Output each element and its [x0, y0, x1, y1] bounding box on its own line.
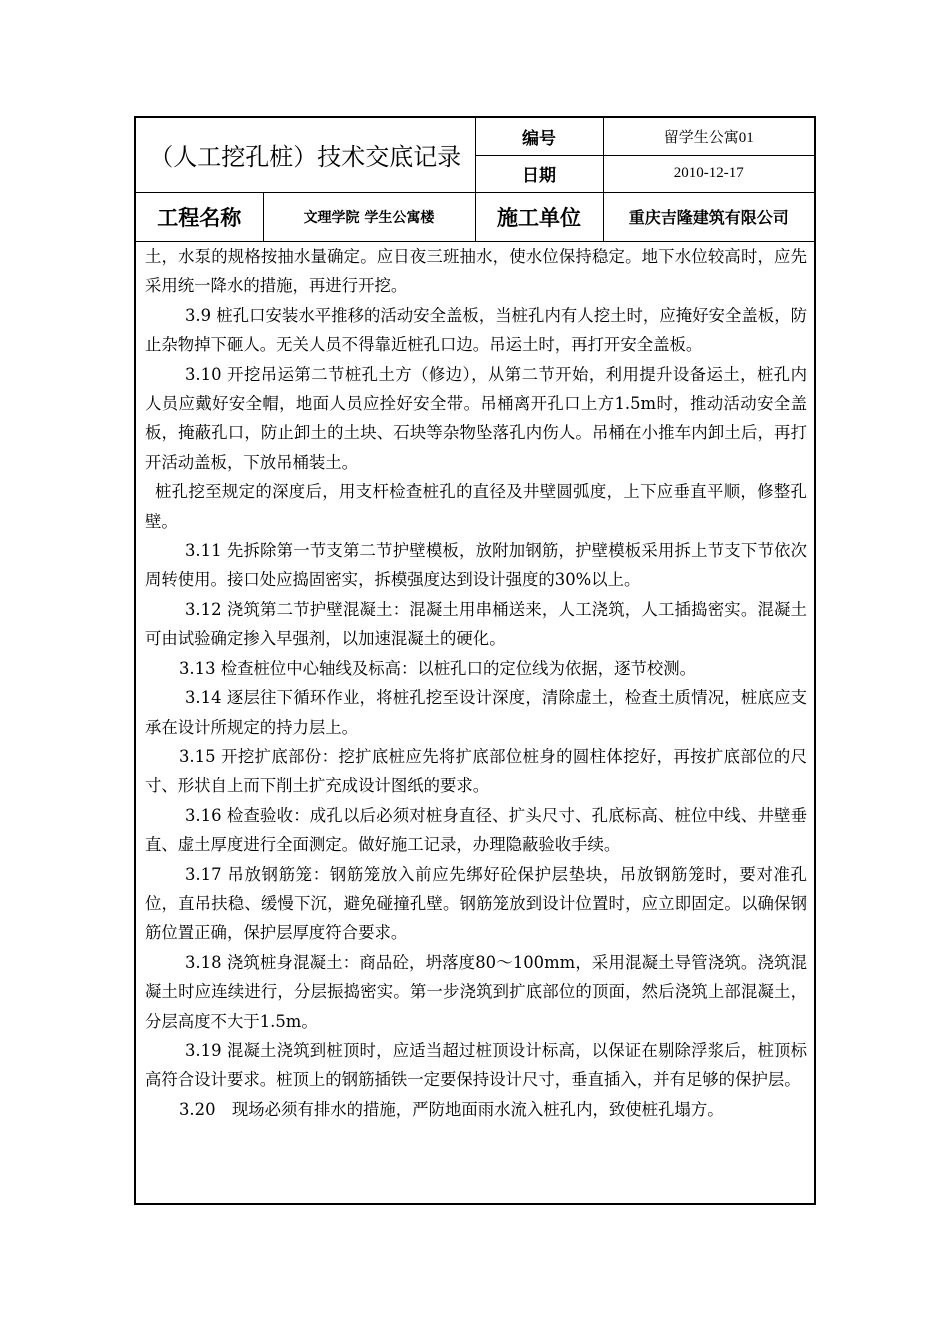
contractor-value: 重庆吉隆建筑有限公司	[603, 192, 814, 241]
paragraph: 3.18 浇筑桩身混凝土：商品砼，坍落度80～100mm，采用混凝土导管浇筑。浇筑混凝土时应连续进行，分层振捣密实。第一步浇筑到扩底部位的顶面，然后浇筑上部混凝土，分层高度不大于1.5m。	[145, 952, 807, 1031]
paragraph: 3.12 浇筑第二节护壁混凝土：混凝土用串桶送来，人工浇筑，人工插捣密实。混凝土可由试验确定掺入早强剂，以加速混凝土的硬化。	[145, 599, 807, 649]
paragraph: 3.19 混凝土浇筑到桩顶时，应适当超过桩顶设计标高，以保证在剔除浮浆后，桩顶标高符合设计要求。桩顶上的钢筋插铁一定要保持设计尺寸，垂直插入，并有足够的保护层。	[145, 1040, 807, 1090]
document-title: （人工挖孔桩）技术交底记录	[136, 118, 475, 192]
document-sheet	[134, 116, 816, 1205]
paragraph: 3.10 开挖吊运第二节桩孔土方（修边），从第二节开始，利用提升设备运土，桩孔内人员应戴好安全帽，地面人员应拴好安全带。吊桶离开孔口上方1.5m时，推动活动安全盖板，掩蔽孔口，防止卸土的土块、石块等杂物坠落孔内伤人。吊桶在小推车内卸土后，再打开活动盖板，下放吊桶装土。	[145, 364, 807, 472]
paragraph: 桩孔挖至规定的深度后，用支杆检查桩孔的直径及井壁圆弧度，上下应垂直平顺，修整孔壁。	[145, 482, 807, 531]
date-value: 2010-12-17	[603, 155, 814, 192]
paragraph: 3.14 逐层往下循环作业，将桩孔挖至设计深度，清除虚土，检查土质情况，桩底应支承在设计所规定的持力层上。	[145, 688, 807, 737]
paragraph: 3.20 现场必须有排水的措施，严防地面雨水流入桩孔内，致使桩孔塌方。	[179, 1099, 724, 1119]
header-table	[136, 118, 814, 242]
date-label: 日期	[475, 155, 603, 192]
paragraph: 3.15 开挖扩底部份：挖扩底桩应先将扩底部位桩身的圆柱体挖好，再按扩底部位的尺寸、形状自上而下削土扩充成设计图纸的要求。	[145, 746, 807, 796]
project-label: 工程名称	[136, 192, 263, 241]
project-value: 文理学院 学生公寓楼	[263, 192, 475, 241]
paragraph: 土，水泵的规格按抽水量确定。应日夜三班抽水，使水位保持稳定。地下水位较高时，应先采用统一降水的措施，再进行开挖。	[145, 247, 807, 296]
contractor-label: 施工单位	[475, 192, 603, 241]
content-body	[145, 242, 807, 1124]
paragraph: 3.13 检查桩位中心轴线及标高：以桩孔口的定位线为依据，逐节校测。	[179, 658, 697, 678]
number-value: 留学生公寓01	[603, 118, 814, 155]
paragraph: 3.11 先拆除第一节支第二节护壁模板，放附加钢筋，护壁模板采用拆上节支下节依次周转使用。接口处应捣固密实，拆模强度达到设计强度的30%以上。	[145, 541, 807, 590]
paragraph: 3.16 检查验收：成孔以后必须对桩身直径、扩头尺寸、孔底标高、桩位中线、井壁垂直、虚土厚度进行全面测定。做好施工记录，办理隐蔽验收手续。	[145, 805, 807, 855]
paragraph: 3.17 吊放钢筋笼：钢筋笼放入前应先绑好砼保护层垫块，吊放钢筋笼时，要对准孔位，直吊扶稳、缓慢下沉，避免碰撞孔壁。钢筋笼放到设计位置时，应立即固定。以确保钢筋位置正确，保护层厚度符合要求。	[145, 864, 807, 943]
paragraph: 3.9 桩孔口安装水平推移的活动安全盖板，当桩孔内有人挖土时，应掩好安全盖板，防止杂物掉下砸人。无关人员不得靠近桩孔口边。吊运土时，再打开安全盖板。	[145, 305, 807, 355]
number-label: 编号	[475, 118, 603, 155]
